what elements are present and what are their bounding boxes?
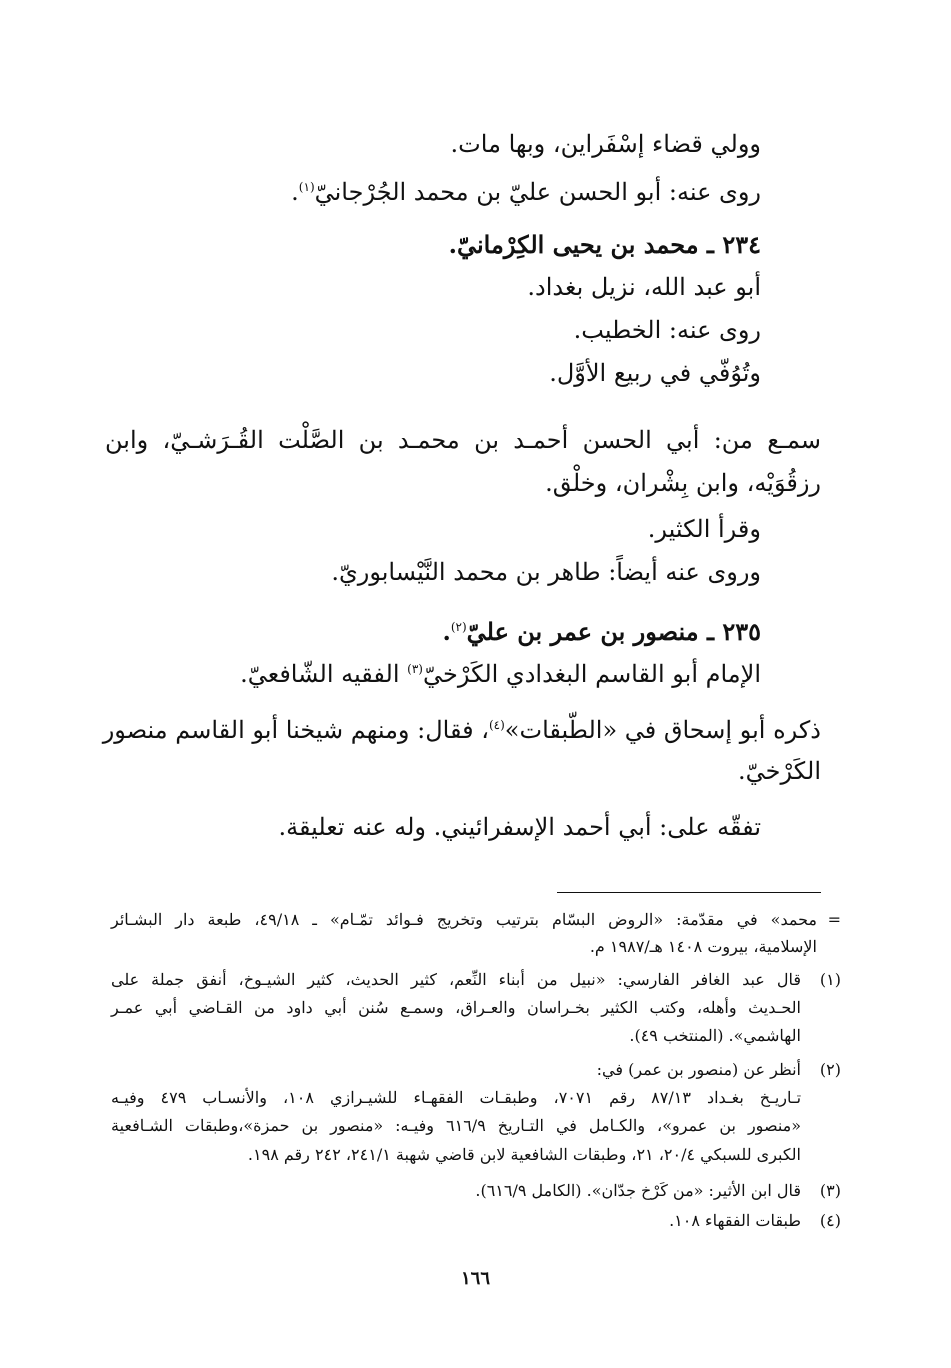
footnote-text: تـاريـخ بغـداد ٨٧/١٣ رقم ٧٠٧١، وطبقـات الفقهـاء للشيـرازي ١٠٨، والأنسـاب ٤٧٩ وفيـه [111,1088,802,1107]
footnote-text: محمد» في مقدّمة: «الروض البسّام بترتيب وتخريج فـوائد تمّـام» ـ ٤٩/١٨، طبعة دار البشـائر [111,910,817,929]
text-line: أبو عبد الله، نزيل بغداد. [527,273,761,301]
entry-heading: ٢٣٤ ـ محمد بن يحيى الكِرْمانيّ. [448,230,761,259]
text-segment: ، فقال: ومنهم شيخنا أبو القاسم منصور [102,716,489,744]
text-segment: الفقيه الشّافعيّ. [240,660,400,688]
text-line: روى عنه: الخطيب. [573,316,761,344]
text-line: وقرأ الكثير. [647,515,761,543]
entry-heading [442,610,761,649]
footnote-text: طبقات الفقهاء ١٠٨. [669,1211,801,1230]
text-segment: ٢٣٥ ـ منصور بن عمر بن عليّ [466,617,761,646]
text-line: سمـع من: أبي الحسن أحمـد بن محمـد بن الصَّلْت القُـرَشـيّ، وابن [105,426,821,454]
footnote-text: الإسلامية، بيروت ١٤٠٨ هـ/١٩٨٧ م. [589,937,817,956]
text-line: الكَرْخيّ. [738,757,821,785]
footnote-text: الكبرى للسبكي ٢٠/٤، ٢١، وطبقات الشافعية لابن قاضي شهبة ٢٤١/١، ٢٤٢ رقم ١٩٨. [247,1145,801,1164]
footnote-number: (٤) [819,1211,841,1230]
continuation-mark: = [827,910,841,929]
text-segment: روى عنه: أبو الحسن عليّ بن محمد الجُرْجانيّ [314,178,761,206]
footnote-text: الحـديث وأهله، وكتب الكثير بخـراسان والعـراق، وسمـع سُنن أبي داود من القـاضي أبي عمـر [111,998,801,1017]
text-segment: ذكره أبو إسحاق في «الطّبقات» [504,716,821,744]
text-line: وولي قضاء إسْفَراين، وبها مات. [450,130,761,158]
text-line [291,170,761,209]
footnote-number: (٢) [819,1060,841,1079]
footnote-ref[interactable]: (١) [298,180,315,194]
footnote-text: قال ابن الأثير: «من كَرْخ جدّان». (الكامل ٦١٦/٩). [475,1181,801,1200]
footnote-ref[interactable]: (٤) [488,718,505,732]
footnote-text: أنظر عن (منصور بن عمر) في: [596,1060,801,1079]
text-segment: الإمام أبو القاسم البغدادي الكَرْخيّ [422,660,761,688]
footnote-text: قال عبد الغافر الفارسي: «نبيل من أبناء النِّعم، كثير الحديث، كثير الشيـوخ، أنفق جملة على [111,970,801,989]
text-line: تفقّه على: أبي أحمد الإسفرائيني. وله عنه تعليقة. [278,813,761,841]
footnote-number: (١) [819,970,841,989]
footnote-ref[interactable]: (٣) [407,662,423,676]
page-number: ١٦٦ [460,1268,490,1289]
text-segment: . [291,178,299,206]
footnote-text: الهاشمي». (المنتخب ٤٩). [629,1026,801,1045]
text-line: وروى عنه أيضاً: طاهر بن محمد النَّيْسابوريّ. [331,558,761,586]
text-line [102,708,821,747]
text-segment: . [442,617,451,646]
text-line [240,652,761,691]
footnote-separator [557,892,821,893]
footnote-number: (٣) [819,1181,841,1200]
footnote-text: «منصور بن عمرو»، والكـامل في التـاريخ ٦١٦/٩ وفيـه: «منصور بن حمزة»،وطبقات الشـافعية [111,1116,802,1135]
footnote-ref[interactable]: (٢) [450,620,467,634]
text-line: وتُوُفّي في ربيع الأوَّل. [549,359,761,387]
text-line: رزقُوَيْه، وابن بِشْران، وخلْق. [545,469,821,497]
